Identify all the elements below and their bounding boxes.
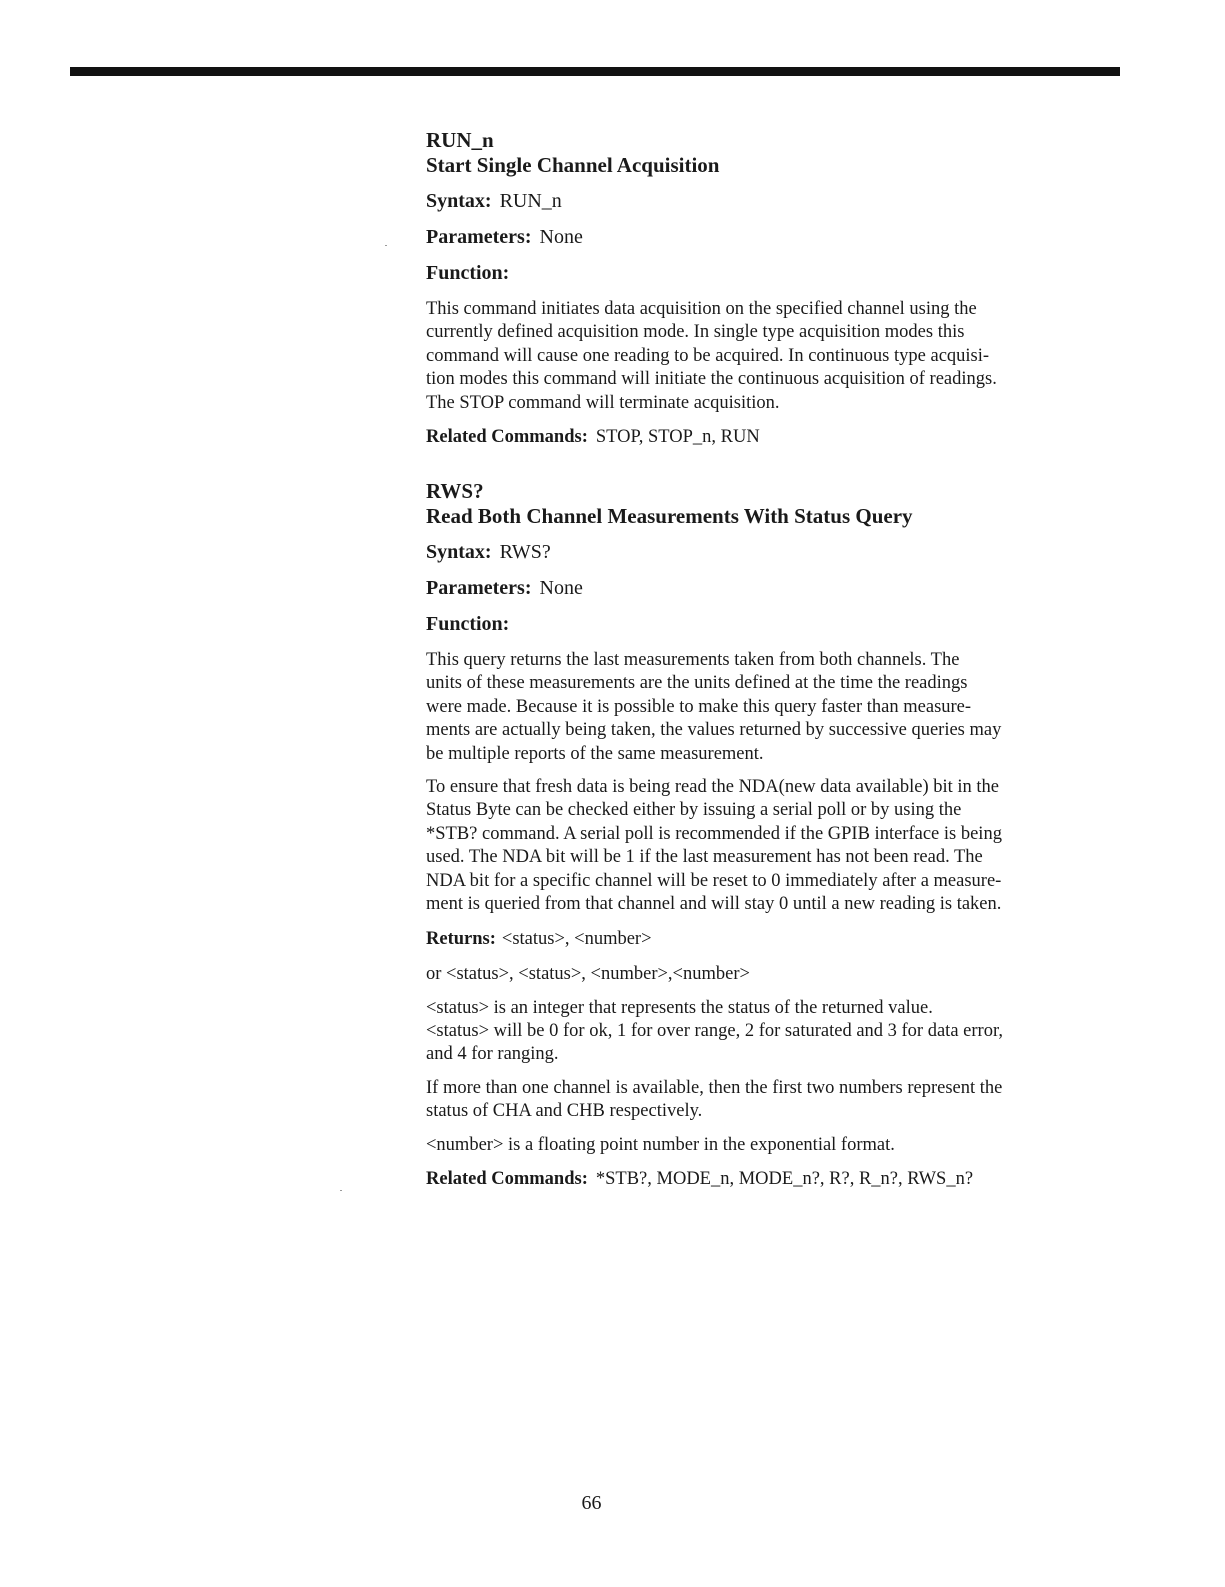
note-paragraph: <number> is a floating point number in the exponential format. bbox=[426, 1134, 895, 1155]
command-title: Start Single Channel Acquisition bbox=[426, 153, 720, 177]
syntax-line bbox=[426, 188, 1126, 214]
returns-line bbox=[426, 927, 1126, 951]
section-gap bbox=[426, 459, 1126, 479]
note-paragraph: <status> is an integer that represents the status of the returned value. <status> will be 0 for ok, 1 for over range, 2 for saturated and 3 for data error, and 4 for ranging. bbox=[426, 997, 1003, 1065]
returns-value: <status>, <number> bbox=[501, 928, 652, 949]
command-name: RUN_n bbox=[426, 128, 494, 152]
related-commands-label: Related Commands: bbox=[426, 1168, 588, 1189]
note-paragraph: If more than one channel is available, then the first two numbers represent the status of CHA and CHB respectively. bbox=[426, 1077, 1003, 1122]
related-commands-label: Related Commands: bbox=[426, 427, 588, 448]
related-commands-value: *STB?, MODE_n, MODE_n?, R?, R_n?, RWS_n? bbox=[595, 1168, 974, 1189]
syntax-label: Syntax: bbox=[426, 190, 492, 212]
scan-speck bbox=[385, 245, 387, 246]
syntax-value: RWS? bbox=[499, 541, 551, 564]
header-rule bbox=[70, 67, 1120, 76]
function-label: Function: bbox=[426, 613, 510, 636]
syntax-line bbox=[426, 539, 1126, 565]
parameters-value: None bbox=[539, 577, 583, 600]
command-section-rws-query bbox=[426, 479, 1126, 1191]
page-number: 66 bbox=[581, 1492, 602, 1514]
returns-label: Returns: bbox=[426, 928, 496, 949]
related-commands-line bbox=[426, 425, 1126, 449]
returns-alt-line: or <status>, <status>, <number>,<number> bbox=[426, 963, 750, 984]
command-name: RWS? bbox=[426, 479, 484, 504]
parameters-value: None bbox=[539, 226, 583, 248]
command-section-run-n bbox=[426, 128, 1126, 449]
function-paragraph: This command initiates data acquisition on the specified channel using the currently defined acquisition mode. In single type acquisition modes this command will cause one reading to be acquired. In continuous type acquisi- tion modes this command will initiate the continuous acquisition of readings. The STOP command will terminate acquisition. bbox=[426, 299, 997, 413]
page-content bbox=[426, 128, 1126, 1201]
parameters-line bbox=[426, 224, 1126, 250]
syntax-value: RUN_n bbox=[499, 190, 562, 212]
function-paragraph: This query returns the last measurements taken from both channels. The units of these measurements are the units defined at the time the readings were made. Because it is possible to make this query faster than measure- ments are actually being taken, the values returned by successive queries may be multiple reports of the same measurement. bbox=[426, 650, 1002, 764]
syntax-label: Syntax: bbox=[426, 541, 492, 564]
related-commands-line bbox=[426, 1167, 1126, 1191]
function-label: Function: bbox=[426, 262, 510, 284]
function-paragraph: To ensure that fresh data is being read the NDA(new data available) bit in the Status Byte can be checked either by issuing a serial poll or by using the *STB? command. A serial poll is recommended if the GPIB interface is being used. The NDA bit will be 1 if the last measurement has not been read. The NDA bit for a specific channel will be reset to 0 immediately after a measure- ment is queried from that channel and will stay 0 until a new reading is taken. bbox=[426, 777, 1002, 915]
command-title: Read Both Channel Measurements With Status Query bbox=[426, 504, 913, 529]
scan-speck bbox=[340, 1190, 342, 1191]
parameters-line bbox=[426, 575, 1126, 601]
parameters-label: Parameters: bbox=[426, 226, 532, 248]
parameters-label: Parameters: bbox=[426, 577, 532, 600]
related-commands-value: STOP, STOP_n, RUN bbox=[595, 427, 760, 448]
